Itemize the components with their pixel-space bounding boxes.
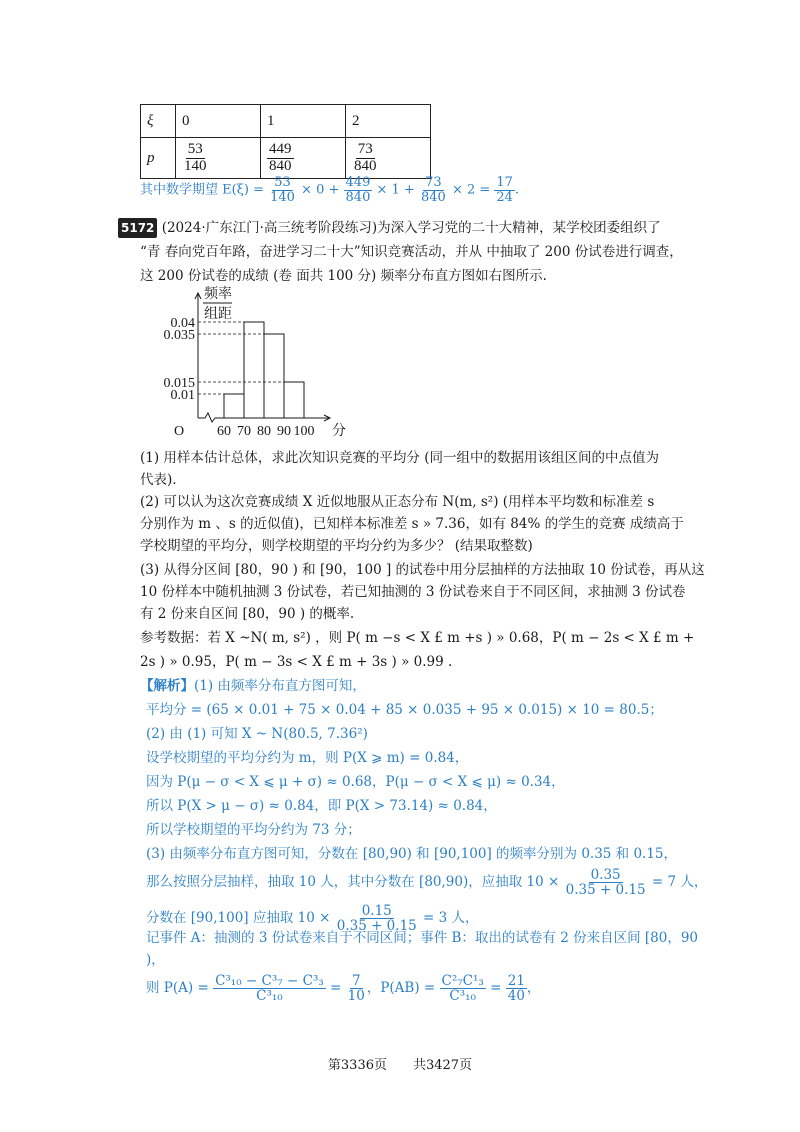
solution-line: 记事件 A：抽测的 3 份试卷来自于不同区间；事件 B：取出的试卷有 2 份来自区间 [80，90 bbox=[146, 930, 699, 946]
histogram-bar bbox=[284, 382, 304, 418]
problem-line-2: “青 春向党百年路，奋进学习二十大”知识竞赛活动，并从 中抽取了 200 份试卷进行调查， bbox=[140, 244, 683, 260]
question-line: (2) 可以认为这次竞赛成绩 X 近似地服从正态分布 N(m, s²) (用样本平均数和标准差 s bbox=[140, 494, 655, 510]
table-header-xi: ξ bbox=[141, 105, 176, 138]
table-row bbox=[141, 105, 431, 138]
y-tick-label: 0.035 bbox=[163, 328, 195, 343]
histogram-bar bbox=[224, 394, 244, 418]
solution-line: 所以 P(X > μ − σ) ≈ 0.84，即 P(X > 73.14) ≈ 0.84， bbox=[146, 798, 497, 814]
origin-label: O bbox=[174, 424, 185, 439]
solution-line: (2) 由 (1) 可知 X ~ N(80.5, 7.36²) bbox=[146, 726, 368, 742]
y-tick-label: 0.015 bbox=[163, 376, 195, 391]
problem-number: 5172 bbox=[118, 218, 157, 238]
question-line: 学校期望的平均分，则学校期望的平均分约为多少？ (结果取整数) bbox=[140, 538, 533, 554]
x-axis-label: 分 bbox=[332, 424, 346, 439]
histogram-bar bbox=[244, 322, 264, 418]
table-cell: $\frac{73}{840}$ bbox=[346, 138, 431, 179]
solution-line: 【解析】(1) 由频率分布直方图可知， bbox=[140, 678, 366, 694]
solution-line: 平均分 = (65 × 0.01 + 75 × 0.04 + 85 × 0.035 + 95 × 0.015) × 10 = 80.5； bbox=[146, 702, 663, 718]
solution-line: 因为 P(μ − σ < X ⩽ μ + σ) ≈ 0.68，P(μ − σ < X ⩽ μ) ≈ 0.34， bbox=[146, 774, 565, 790]
table-cell: $\frac{449}{840}$ bbox=[261, 138, 346, 179]
x-tick-label: 80 bbox=[257, 424, 271, 439]
x-tick-label: 60 bbox=[217, 424, 231, 439]
solution-line: )， bbox=[146, 952, 165, 968]
problem-line-3: 这 200 份试卷的成绩 (卷 面共 100 分) 频率分布直方图如右图所示. bbox=[140, 268, 547, 284]
y-axis-label-numerator: 频率 bbox=[204, 287, 232, 302]
problem-line-1: 5172 (2024·广东江门·高三统考阶段练习)为深入学习党的二十大精神，某学校团委组织了 bbox=[118, 218, 661, 238]
solution-line: 设学校期望的平均分约为 m，则 P(X ⩾ m) = 0.84， bbox=[146, 750, 469, 766]
x-tick-label: 100 bbox=[293, 424, 315, 439]
table-header-0: 0 bbox=[176, 105, 261, 138]
frequency-histogram bbox=[140, 285, 380, 440]
solution-tag: 【解析】 bbox=[140, 678, 194, 694]
table-header-2: 2 bbox=[346, 105, 431, 138]
table-row-label: p bbox=[141, 138, 176, 179]
solution-final-line: 则 P(A) = $\frac{\text{C³₁₀ − C³₇ − C³₃}}{\text{C³₁₀}}$ = $\frac{7}{10}$ ，P(AB) = $\frac{\text{C²₇C¹₃}}{\text{C³₁₀}}$ = $\frac{21}{40}$ ， bbox=[146, 973, 541, 1005]
y-tick-label: 0.04 bbox=[170, 316, 195, 331]
question-line: 参考数据：若 X ~N( m, s²) ，则 P( m −s < X £ m +s ) » 0.68，P( m − 2s < X £ m + bbox=[140, 630, 695, 646]
page-footer: 第3336页 共3427页 bbox=[327, 1058, 473, 1073]
table-row bbox=[141, 138, 431, 179]
y-tick-label: 0.01 bbox=[170, 388, 195, 403]
question-line: 分别作为 m 、s 的近似值)，已知样本标准差 s » 7.36，如有 84% 的学生的竞赛 成绩高于 bbox=[140, 516, 684, 532]
histogram-bar bbox=[264, 334, 284, 418]
x-tick-label: 90 bbox=[277, 424, 291, 439]
table-cell: $\frac{53}{140}$ bbox=[176, 138, 261, 179]
x-tick-label: 70 bbox=[237, 424, 251, 439]
solution-line: 分数在 [90,100] 应抽取 10 × $\frac{0.15}{0.35 + 0.15}$ = 3 人， bbox=[146, 903, 479, 935]
y-axis-label-denominator: 组距 bbox=[204, 307, 232, 322]
solution-line: (3) 由频率分布直方图可知，分数在 [80,90) 和 [90,100] 的频率分别为 0.35 和 0.15， bbox=[146, 846, 678, 862]
question-line: (3) 从得分区间 [80，90 ) 和 [90，100 ] 的试卷中用分层抽样的方法抽取 10 份试卷，再从这 bbox=[140, 562, 705, 578]
solution-line: 那么按照分层抽样，抽取 10 人，其中分数在 [80,90)，应抽取 10 × $\frac{0.35}{0.35 + 0.15}$ = 7 人， bbox=[146, 867, 708, 899]
question-line: 10 份样本中随机抽测 3 份试卷，若已知抽测的 3 份试卷来自于不同区间，求抽测 3 份试卷 bbox=[140, 584, 686, 600]
solution-line: 所以学校期望的平均分约为 73 分； bbox=[146, 822, 361, 838]
question-line: 2s ) » 0.95，P( m − 3s < X £ m + 3s ) » 0.99 . bbox=[140, 654, 453, 670]
table-header-1: 1 bbox=[261, 105, 346, 138]
question-line: 有 2 份来自区间 [80，90 ) 的概率. bbox=[140, 606, 355, 622]
question-line: 代表). bbox=[140, 472, 177, 488]
distribution-table bbox=[140, 104, 431, 179]
question-line: (1) 用样本估计总体，求此次知识竞赛的平均分 (同一组中的数据用该组区间的中点值为 bbox=[140, 450, 659, 466]
expectation-line: 其中数学期望 E(ξ) = $\frac{53}{140}$ × 0 + $\frac{449}{840}$ × 1 + $\frac{73}{840}$ × 2 = $\frac{17}{24}$ . bbox=[140, 175, 520, 205]
